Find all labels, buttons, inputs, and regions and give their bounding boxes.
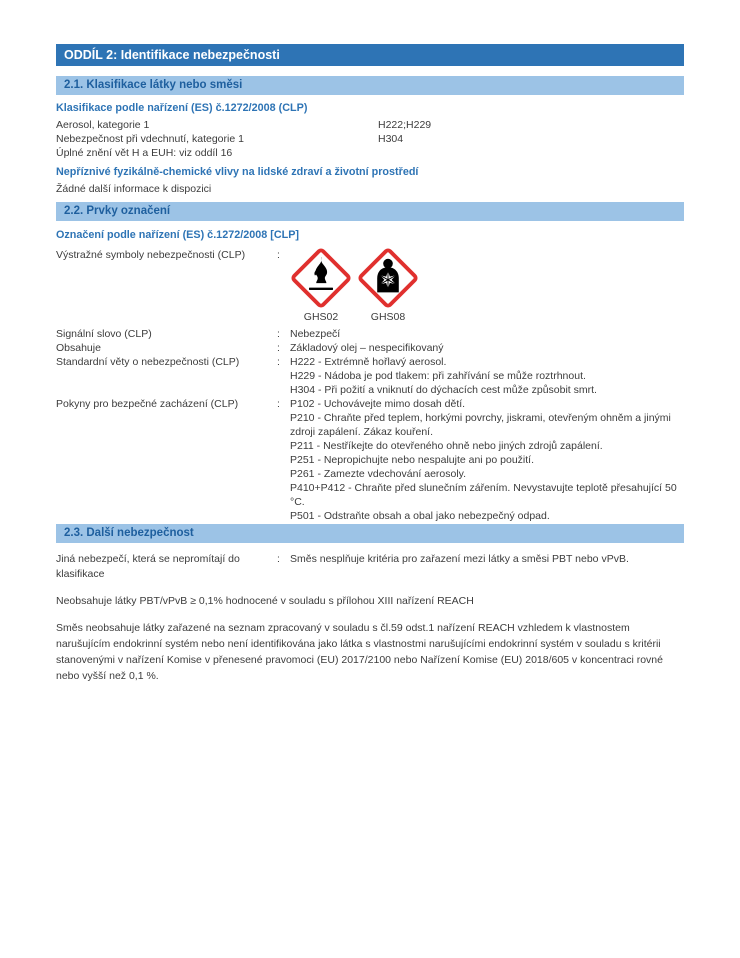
precautionary-statement: P211 - Nestříkejte do otevřeného ohně nebo jiných zdrojů zapálení. <box>290 440 603 452</box>
full-text-note: Úplné znění vět H a EUH: viz oddíl 16 <box>56 147 233 159</box>
hazard-codes: H222;H229 <box>378 119 432 131</box>
colon: : <box>277 328 280 340</box>
signal-word-label: Signální slovo (CLP) <box>56 328 152 340</box>
precautionary-statement: P261 - Zamezte vdechování aerosoly. <box>290 468 467 480</box>
section-header-bar <box>56 44 684 66</box>
other-hazards-value: Směs nesplňuje kritéria pro zařazení mezi látky a směsi PBT nebo vPvB. <box>290 553 629 565</box>
hazard-statement: H229 - Nádoba je pod tlakem: při zahřívání se může roztrhnout. <box>290 370 586 382</box>
hazard-statements-row <box>56 355 684 397</box>
section-2-content <box>56 44 684 684</box>
precautionary-statement: P410+P412 - Chraňte před slunečním zářením. Nevystavujte teplotě přesahující 50 °C. <box>290 482 677 508</box>
signal-word-row <box>56 327 684 341</box>
colon: : <box>277 342 280 354</box>
precautionary-statement: P251 - Nepropichujte nebo nespalujte ani po použití. <box>290 454 535 466</box>
hazard-class-label: Aerosol, kategorie 1 <box>56 119 150 131</box>
ghs08-health-hazard-icon <box>358 248 418 308</box>
ghs02-flame-icon <box>291 248 351 308</box>
subsection-2-3-title: 2.3. Další nebezpečnost <box>64 527 194 539</box>
hazard-statements-list <box>290 355 684 397</box>
hazard-statements-label: Standardní věty o nebezpečnosti (CLP) <box>56 356 240 368</box>
precautionary-statements-row <box>56 397 684 523</box>
hazard-codes: H304 <box>378 133 404 145</box>
hazard-statement: H222 - Extrémně hořlavý aerosol. <box>290 356 447 368</box>
ghs02-pictogram <box>290 248 352 324</box>
precautionary-statements-label: Pokyny pro bezpečné zacházení (CLP) <box>56 398 239 410</box>
endocrine-paragraph: Směs neobsahuje látky zařazené na seznam zpracovaný v souladu s čl.59 odst.1 nařízení REACH vzhledem k vlastnostem narušujícím endokrinní systém nebo není identifikována jako látka s vlastnostmi narušujícími endokrinní systém v souladu s kritérii stanovenými v nařízení Komise v přenesené pravomoci (EU) 2017/2100 nebo Nařízení Komise (EU) 2018/605 v koncentraci rovné nebo vyšší než 0,1 %. <box>56 622 663 682</box>
pictograms-label: Výstražné symboly nebezpečnosti (CLP) <box>56 249 246 261</box>
hazard-statement: H304 - Při požití a vniknutí do dýchacích cest může způsobit smrt. <box>290 384 597 396</box>
contains-value: Základový olej – nespecifikovaný <box>290 342 444 354</box>
pictogram-code: GHS02 <box>303 311 339 323</box>
colon: : <box>277 356 280 368</box>
colon: : <box>277 553 280 565</box>
classification-row <box>56 118 684 132</box>
precautionary-statement: P501 - Odstraňte obsah a obal jako nebezpečný odpad. <box>290 510 550 522</box>
hazard-class-label: Nebezpečnost při vdechnutí, kategorie 1 <box>56 133 244 145</box>
pictograms-strip <box>290 248 684 324</box>
subsection-2-3-bar <box>56 524 684 543</box>
signal-word-value: Nebezpečí <box>290 328 341 340</box>
pictogram-code: GHS08 <box>370 311 406 323</box>
ghs08-pictogram <box>357 248 419 324</box>
colon: : <box>277 398 280 410</box>
section-title: ODDÍL 2: Identifikace nebezpečnosti <box>64 48 280 62</box>
precautionary-statement: P102 - Uchovávejte mimo dosah dětí. <box>290 398 466 410</box>
adverse-effects-heading: Nepříznivé fyzikálně-chemické vlivy na lidské zdraví a životní prostředí <box>56 166 419 178</box>
subsection-2-2-title: 2.2. Prvky označení <box>64 205 171 217</box>
classification-heading: Klasifikace podle nařízení (ES) č.1272/2008 (CLP) <box>56 102 308 114</box>
subsection-2-1-bar <box>56 76 684 95</box>
precautionary-statements-list <box>290 397 684 523</box>
classification-row <box>56 132 684 146</box>
subsection-2-1-title: 2.1. Klasifikace látky nebo směsi <box>64 79 243 91</box>
no-info-text: Žádné další informace k dispozici <box>56 183 212 195</box>
subsection-2-2-bar <box>56 202 684 221</box>
labelling-heading: Označení podle nařízení (ES) č.1272/2008 [CLP] <box>56 229 300 241</box>
precautionary-statement: P210 - Chraňte před teplem, horkými povrchy, jiskrami, otevřeným ohněm a jinými zdroji zapálení. Zákaz kouření. <box>290 412 671 438</box>
pictograms-row <box>56 248 684 324</box>
contains-row <box>56 341 684 355</box>
other-hazards-row <box>56 552 684 582</box>
clp-label-rows <box>56 327 684 523</box>
pbt-paragraph: Neobsahuje látky PBT/vPvB ≥ 0,1% hodnocené v souladu s přílohou XIII nařízení REACH <box>56 595 474 607</box>
other-hazards-label: Jiná nebezpečí, která se nepromítají do klasifikace <box>56 553 240 580</box>
contains-label: Obsahuje <box>56 342 101 354</box>
colon: : <box>277 249 280 261</box>
